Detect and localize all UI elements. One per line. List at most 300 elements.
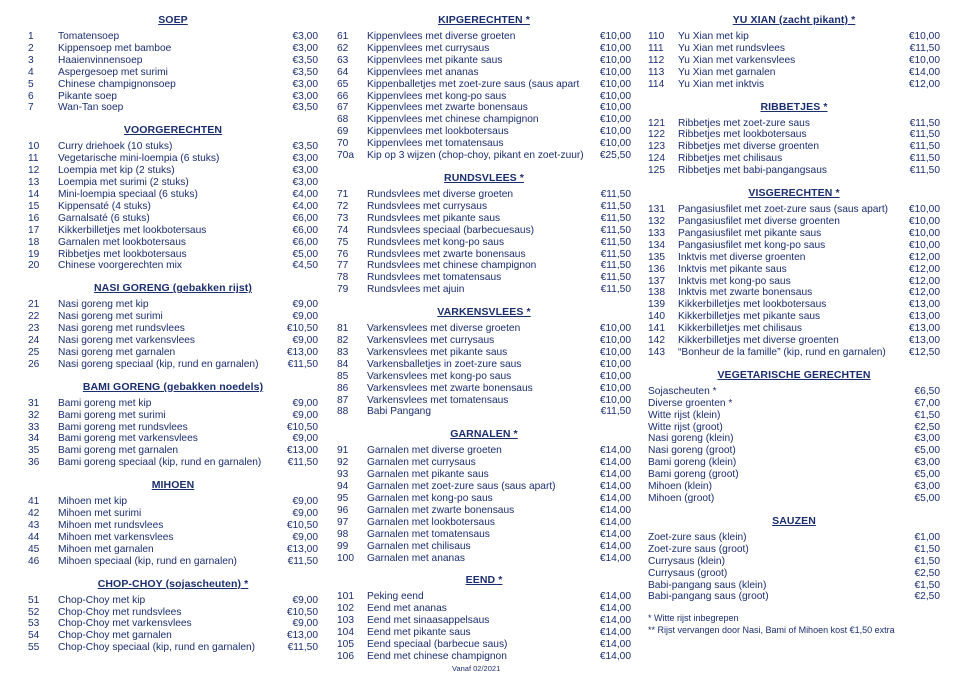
item-name: Chinese voorgerechten mix (58, 260, 183, 272)
item-name: Ribbetjes met zoet-zure saus (678, 117, 810, 129)
menu-item (648, 287, 940, 299)
item-name: Mihoen met garnalen (58, 543, 154, 555)
item-price: €12,00 (908, 287, 940, 299)
item-price: €3,00 (914, 457, 940, 469)
item-price: €10,00 (599, 323, 631, 335)
item-name: Eend met sinaasappelsaus (367, 615, 490, 627)
item-number: 20 (28, 260, 40, 272)
menu-item (337, 591, 631, 603)
item-name: Ribbetjes met lookbotersaus (678, 129, 807, 141)
item-number: 143 (648, 346, 665, 358)
item-name: Babi Pangang (367, 406, 432, 418)
item-number: 114 (648, 78, 665, 90)
item-price: €10,00 (599, 126, 631, 138)
item-number: 81 (337, 323, 349, 335)
item-number: 7 (28, 102, 34, 114)
item-name: Diverse groenten * (648, 397, 733, 409)
item-name: Witte rijst (groot) (648, 421, 723, 433)
item-name: Tomatensoep (58, 31, 120, 42)
item-name: Eend speciaal (barbecue saus) (367, 639, 508, 651)
item-name: Yu Xian met rundsvlees (678, 42, 786, 54)
item-name: Mihoen met varkensvlees (58, 531, 174, 543)
menu-section (648, 187, 940, 359)
menu-item (337, 517, 631, 529)
item-number: 92 (337, 457, 349, 469)
menu-section (337, 172, 631, 296)
item-name: Kikkerbilletjes met lookbotersaus (678, 299, 827, 311)
item-number: 70 (337, 138, 349, 150)
item-name: Kippenvlees met lookbotersaus (367, 126, 509, 138)
item-price: €10,00 (908, 31, 940, 42)
item-name: Pikante soep (58, 90, 117, 102)
item-price: €25,50 (599, 150, 631, 162)
item-price: €9,00 (292, 618, 318, 630)
section-title: MIHOEN (151, 479, 195, 492)
menu-item (648, 311, 940, 323)
item-number: 91 (337, 445, 349, 457)
item-name: Rundsvlees speciaal (barbecuesaus) (367, 224, 535, 236)
item-number: 105 (337, 639, 354, 651)
item-name: Kippenballetjes met zoet-zure saus (saus apart (367, 78, 580, 90)
item-name: Yu Xian met kip (678, 31, 749, 42)
item-price: €2,50 (914, 567, 940, 579)
menu-item (337, 237, 631, 249)
item-name: Garnalen met chilisaus (367, 540, 471, 552)
item-number: 142 (648, 335, 665, 347)
item-name: Garnalen met currysaus (367, 457, 476, 469)
item-number: 88 (337, 406, 349, 418)
item-price: €10,00 (599, 394, 631, 406)
item-price: €3,00 (292, 78, 318, 90)
menu-item (28, 43, 318, 55)
item-name: Sojascheuten * (648, 385, 717, 397)
menu-item (28, 55, 318, 67)
item-number: 133 (648, 227, 665, 239)
section-title: RUNDSVLEES * (444, 171, 524, 184)
menu-item (28, 141, 318, 153)
item-name: Garnalen met kong-po saus (367, 493, 493, 504)
item-price: €13,00 (286, 445, 318, 457)
item-name: Bami goreng met garnalen (58, 445, 179, 457)
item-number: 93 (337, 469, 349, 481)
menu-item (337, 627, 631, 639)
item-price: €1,50 (914, 579, 940, 591)
item-price: €10,00 (599, 358, 631, 370)
item-number: 77 (337, 260, 349, 272)
item-price: €11,50 (909, 165, 940, 177)
menu-item (28, 457, 318, 469)
menu-item (28, 323, 318, 335)
item-price: €1,50 (914, 543, 940, 555)
item-name: Garnalen met lookbotersaus (367, 516, 495, 528)
item-price: €11,50 (909, 129, 940, 141)
menu-item (648, 323, 940, 335)
item-number: 11 (28, 153, 39, 165)
item-name: Mihoen met rundsvlees (58, 520, 164, 531)
item-name: Chop-Choy met varkensvlees (58, 618, 192, 630)
item-number: 66 (337, 90, 349, 102)
item-number: 136 (648, 263, 665, 275)
item-number: 122 (648, 129, 665, 141)
item-price: €4,00 (292, 188, 318, 200)
item-name: Nasi goreng met kip (58, 299, 149, 311)
item-number: 18 (28, 236, 40, 248)
menu-section (337, 14, 631, 162)
item-price: €14,00 (599, 504, 631, 516)
item-name: Kippenvlees met diverse groeten (367, 31, 516, 42)
section-title: CHOP-CHOY (sojascheuten) * (97, 577, 249, 590)
item-number: 68 (337, 114, 349, 126)
item-number: 132 (648, 215, 665, 227)
menu-item (337, 102, 631, 114)
item-number: 54 (28, 630, 40, 642)
section-title: KIPGERECHTEN * (438, 14, 530, 26)
menu-item (648, 457, 940, 469)
item-price: €14,00 (908, 66, 940, 78)
menu-item (337, 201, 631, 213)
item-price: €3,00 (292, 90, 318, 102)
item-number: 4 (28, 66, 34, 78)
item-price: €11,50 (600, 260, 631, 272)
item-number: 5 (28, 78, 34, 90)
item-number: 6 (28, 90, 34, 102)
menu-item (337, 347, 631, 359)
item-price: €9,00 (292, 594, 318, 606)
item-number: 2 (28, 42, 34, 54)
menu-item (28, 335, 318, 347)
item-name: Mini-loempia speciaal (6 stuks) (58, 188, 198, 200)
item-price: €13,00 (908, 323, 940, 335)
item-name: Varkensvlees met zwarte bonensaus (367, 382, 533, 394)
item-name: Nasi goreng met surimi (58, 311, 163, 323)
item-name: Kip op 3 wijzen (chop-choy, pikant en zoet-zuur) (367, 150, 584, 162)
item-price: €10,00 (599, 382, 631, 394)
item-price: €1,50 (914, 555, 940, 567)
item-price: €13,00 (286, 630, 318, 642)
menu-item (648, 556, 940, 568)
item-number: 96 (337, 504, 349, 516)
menu-item (648, 568, 940, 580)
item-name: Kippensoep met bamboe (58, 42, 172, 54)
item-name: Chop-Choy met kip (58, 594, 146, 606)
item-price: €10,00 (599, 90, 631, 102)
item-name: Pangasiusfilet met kong-po saus (678, 239, 826, 251)
menu-item (28, 225, 318, 237)
menu-section (337, 574, 631, 662)
menu-item (648, 129, 940, 141)
item-name: Inktvis met diverse groenten (678, 251, 806, 263)
menu-item (28, 31, 318, 43)
item-number: 52 (28, 606, 40, 618)
item-price: €5,00 (914, 493, 940, 504)
menu-item (337, 323, 631, 335)
item-price: €13,00 (908, 311, 940, 323)
menu-item (648, 31, 940, 43)
item-price: €11,50 (600, 200, 631, 212)
menu-item (28, 177, 318, 189)
menu-item (337, 43, 631, 55)
item-name: Kikkerbilletjes met lookbotersaus (58, 224, 207, 236)
item-name: Garnalen met pikante saus (367, 469, 489, 481)
item-name: Pangasiusfilet met pikante saus (678, 227, 822, 239)
menu-item (337, 639, 631, 651)
menu-notes (648, 612, 895, 636)
item-price: €11,50 (287, 555, 318, 567)
item-number: 123 (648, 141, 665, 153)
item-price: €10,00 (908, 227, 940, 239)
item-number: 83 (337, 346, 349, 358)
item-name: Varkensvlees met kong-po saus (367, 370, 512, 382)
item-number: 139 (648, 299, 665, 311)
menu-item (28, 433, 318, 445)
menu-item (28, 67, 318, 79)
menu-item (337, 225, 631, 237)
menu-item (648, 591, 940, 603)
menu-column-3 (648, 12, 940, 613)
item-number: 69 (337, 126, 349, 138)
item-name: Mihoen (klein) (648, 481, 712, 493)
menu-item (28, 496, 318, 508)
item-name: Nasi goreng met varkensvlees (58, 335, 196, 347)
menu-item (337, 272, 631, 284)
note-rice-replacement: ** Rijst vervangen door Nasi, Bami of Mihoen kost €1,50 extra (648, 625, 895, 635)
item-price: €3,50 (292, 141, 318, 153)
item-price: €9,00 (292, 311, 318, 323)
item-price: €14,00 (599, 469, 631, 481)
item-number: 62 (337, 42, 349, 54)
menu-item (648, 386, 940, 398)
item-number: 42 (28, 508, 40, 520)
menu-item (337, 91, 631, 103)
item-price: €6,00 (292, 224, 318, 236)
item-number: 53 (28, 618, 40, 630)
item-price: €3,50 (292, 102, 318, 114)
item-number: 72 (337, 200, 349, 212)
menu-item (28, 311, 318, 323)
menu-item (337, 541, 631, 553)
item-price: €3,50 (292, 66, 318, 78)
menu-item (648, 204, 940, 216)
item-price: €10,00 (599, 138, 631, 150)
menu-item (648, 493, 940, 505)
item-name: Ribbetjes met diverse groenten (678, 141, 820, 153)
item-name: Wan-Tan soep (58, 102, 124, 114)
item-name: Garnalen met ananas (367, 552, 465, 564)
item-name: Varkensvlees met diverse groeten (367, 323, 521, 335)
item-number: 121 (648, 117, 665, 129)
item-price: €14,00 (599, 528, 631, 540)
menu-section (648, 101, 940, 178)
menu-item (337, 189, 631, 201)
menu-item (28, 201, 318, 213)
menu-item (337, 457, 631, 469)
menu-item (28, 79, 318, 91)
item-price: €14,00 (599, 591, 631, 603)
menu-item (28, 410, 318, 422)
item-number: 95 (337, 493, 349, 504)
item-number: 82 (337, 335, 349, 347)
item-number: 26 (28, 358, 40, 370)
menu-item (28, 359, 318, 371)
item-name: Bami goreng (groot) (648, 469, 739, 481)
menu-item (28, 260, 318, 272)
menu-item (337, 603, 631, 615)
menu-item (648, 153, 940, 165)
item-number: 19 (28, 248, 40, 260)
item-price: €3,00 (292, 42, 318, 54)
item-number: 85 (337, 370, 349, 382)
menu-item (648, 299, 940, 311)
item-price: €14,00 (599, 457, 631, 469)
item-name: Yu Xian met inktvis (678, 78, 765, 90)
section-title: VOORGERECHTEN (123, 124, 223, 137)
item-name: Babi-pangang saus (klein) (648, 579, 767, 591)
menu-item (28, 595, 318, 607)
item-number: 12 (28, 165, 40, 177)
item-price: €5,00 (914, 445, 940, 457)
menu-item (28, 422, 318, 434)
item-price: €10,00 (599, 346, 631, 358)
item-price: €10,00 (908, 204, 940, 216)
item-price: €11,50 (909, 117, 940, 129)
item-number: 15 (28, 200, 40, 212)
item-price: €3,00 (292, 177, 318, 189)
item-number: 63 (337, 54, 349, 66)
menu-item (337, 445, 631, 457)
menu-item (28, 165, 318, 177)
menu-item (337, 395, 631, 407)
menu-item (648, 67, 940, 79)
item-number: 61 (337, 31, 349, 42)
item-name: Chop-Choy met garnalen (58, 630, 172, 642)
item-name: Kippenvlees met chinese champignon (367, 114, 539, 126)
menu-item (648, 347, 940, 359)
item-price: €11,50 (909, 141, 940, 153)
menu-item (337, 114, 631, 126)
item-price: €10,50 (286, 520, 318, 531)
section-title: BAMI GORENG (gebakken noedels) (82, 380, 264, 393)
item-price: €11,50 (600, 284, 631, 296)
item-name: Mihoen (groot) (648, 493, 715, 504)
menu-item (648, 532, 940, 544)
menu-column-1 (28, 12, 318, 664)
item-number: 125 (648, 165, 665, 177)
item-name: Varkensvlees met tomatensaus (367, 394, 509, 406)
item-number: 140 (648, 311, 665, 323)
menu-item (28, 607, 318, 619)
item-number: 75 (337, 236, 349, 248)
item-name: Kippenvlees met tomatensaus (367, 138, 504, 150)
menu-item (28, 532, 318, 544)
item-name: Rundsvlees met zwarte bonensaus (367, 248, 526, 260)
item-name: Currysaus (groot) (648, 567, 728, 579)
item-name: Ribbetjes met chilisaus (678, 153, 783, 165)
item-number: 35 (28, 445, 40, 457)
item-number: 134 (648, 239, 665, 251)
item-price: €11,50 (600, 406, 631, 418)
item-price: €13,00 (286, 543, 318, 555)
menu-item (28, 508, 318, 520)
menu-item (337, 493, 631, 505)
menu-item (337, 249, 631, 261)
menu-item (28, 153, 318, 165)
item-price: €11,50 (600, 224, 631, 236)
item-name: Varkensvlees met pikante saus (367, 346, 508, 358)
item-number: 24 (28, 335, 40, 347)
item-number: 111 (648, 42, 664, 54)
section-title: VARKENSVLEES * (437, 306, 531, 319)
item-price: €10,00 (908, 239, 940, 251)
item-number: 106 (337, 650, 354, 662)
menu-item (648, 216, 940, 228)
menu-item (648, 165, 940, 177)
item-price: €10,00 (599, 114, 631, 126)
item-name: Rundsvlees met pikante saus (367, 212, 501, 224)
item-name: Mihoen speciaal (kip, rund en garnalen) (58, 555, 237, 567)
item-number: 124 (648, 153, 665, 165)
item-price: €11,50 (287, 358, 318, 370)
menu-item (648, 228, 940, 240)
item-price: €14,00 (599, 639, 631, 651)
item-number: 65 (337, 78, 349, 90)
menu-item (648, 422, 940, 434)
menu-item (337, 150, 631, 162)
item-name: Aspergesoep met surimi (58, 66, 168, 78)
item-name: Currysaus (klein) (648, 555, 725, 567)
item-number: 10 (28, 141, 40, 153)
menu-item (648, 55, 940, 67)
item-price: €9,00 (292, 433, 318, 445)
item-price: €10,00 (599, 54, 631, 66)
menu-item (28, 556, 318, 568)
item-name: Kippenvlees met zwarte bonensaus (367, 102, 528, 114)
item-price: €10,00 (599, 335, 631, 347)
item-name: Bami goreng met varkensvlees (58, 433, 198, 445)
menu-item (337, 67, 631, 79)
menu-section (648, 369, 940, 505)
item-price: €9,00 (292, 335, 318, 347)
item-price: €12,00 (908, 275, 940, 287)
item-name: Babi-pangang saus (groot) (648, 591, 769, 603)
menu-item (337, 260, 631, 272)
item-price: €3,00 (292, 31, 318, 42)
item-price: €11,50 (287, 457, 318, 469)
item-price: €10,00 (908, 54, 940, 66)
menu-section (337, 306, 631, 418)
item-name: Eend met ananas (367, 603, 447, 615)
item-price: €11,50 (287, 642, 318, 654)
item-name: Rundsvlees met diverse groeten (367, 188, 514, 200)
item-price: €4,00 (292, 200, 318, 212)
item-name: Nasi goreng (klein) (648, 433, 734, 445)
item-price: €3,00 (914, 481, 940, 493)
item-price: €12,00 (908, 78, 940, 90)
section-title: RIBBETJES * (760, 100, 828, 113)
item-price: €14,00 (599, 650, 631, 662)
item-price: €14,00 (599, 540, 631, 552)
menu-item (648, 79, 940, 91)
item-name: Yu Xian met garnalen (678, 66, 776, 78)
item-name: Garnalen met zwarte bonensaus (367, 504, 515, 516)
item-name: Rundsvlees met chinese champignon (367, 260, 537, 272)
item-name: Curry driehoek (10 stuks) (58, 141, 173, 153)
item-price: €3,00 (292, 165, 318, 177)
item-price: €9,00 (292, 496, 318, 508)
menu-section (28, 124, 318, 272)
item-number: 94 (337, 481, 349, 493)
menu-section (28, 578, 318, 655)
item-number: 87 (337, 394, 349, 406)
